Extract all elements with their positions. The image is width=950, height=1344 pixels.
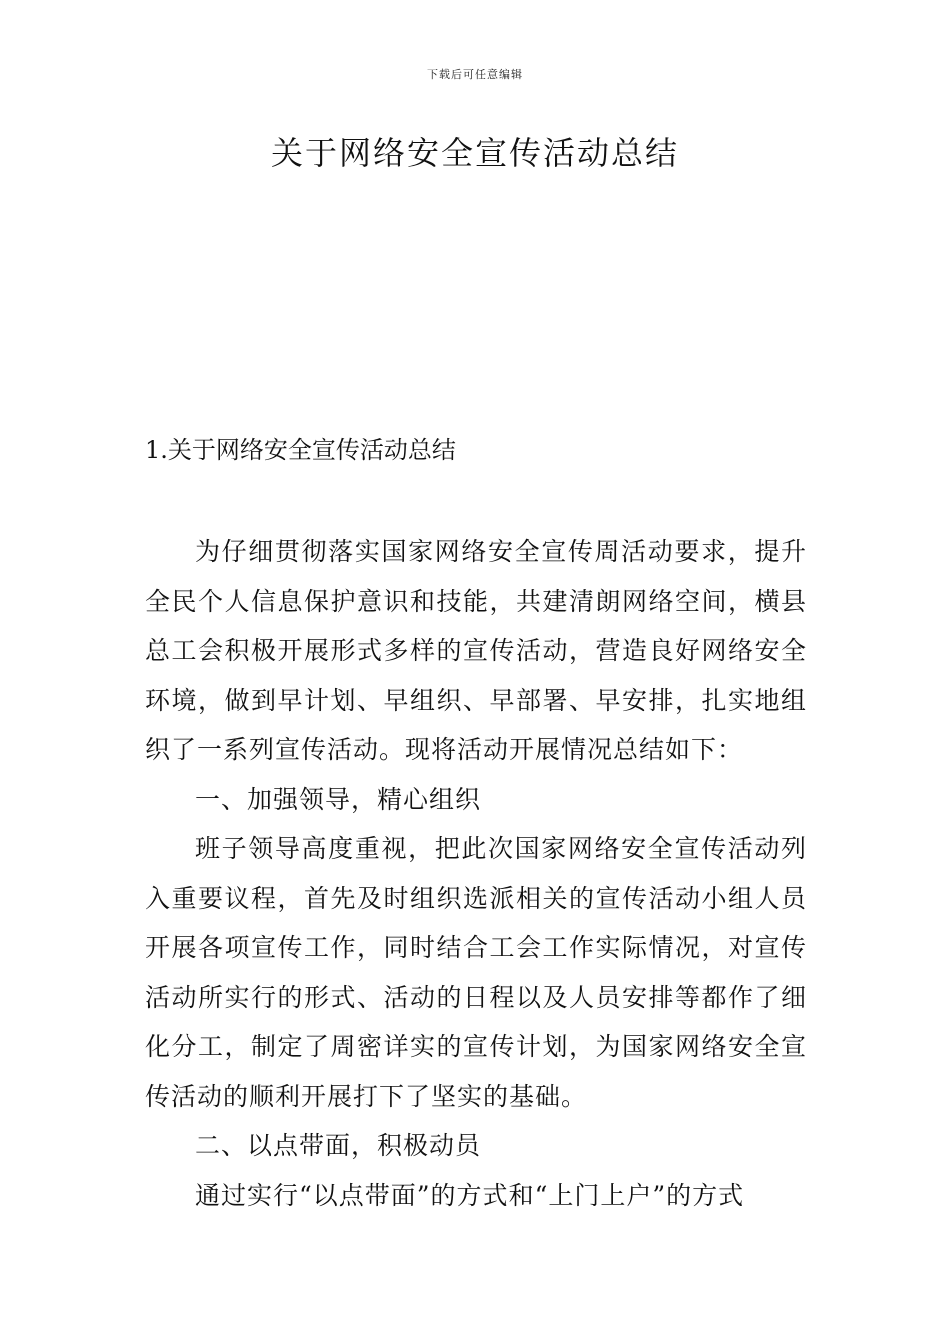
section-title: 1.关于网络安全宣传活动总结	[145, 436, 456, 464]
intro-paragraph: 为仔细贯彻落实国家网络安全宣传周活动要求，提升全民个人信息保护意识和技能，共建清朗网络空间，横县总工会积极开展形式多样的宣传活动，营造良好网络安全环境，做到早计划、早组织、早部署、早安排，扎实地组织了一系列宣传活动。现将活动开展情况总结如下：	[145, 537, 807, 764]
heading-one: 一、加强领导，精心组织	[195, 784, 482, 814]
document-body	[145, 527, 807, 1220]
page-header-note: 下载后可任意编辑	[427, 68, 523, 81]
heading-two: 二、以点带面，积极动员	[195, 1131, 482, 1160]
body-paragraph: 班子领导高度重视，把此次国家网络安全宣传活动列入重要议程，首先及时组织选派相关的宣传活动小组人员开展各项宣传工作，同时结合工会工作实际情况，对宣传活动所实行的形式、活动的日程以及人员安排等都作了细化分工，制定了周密详实的宣传计划，为国家网络安全宣传活动的顺利开展打下了坚实的基础。	[145, 834, 807, 1111]
body-paragraph: 通过实行“以点带面”的方式和“上门上户”的方式	[195, 1180, 745, 1210]
document-title: 关于网络安全宣传活动总结	[270, 134, 679, 172]
